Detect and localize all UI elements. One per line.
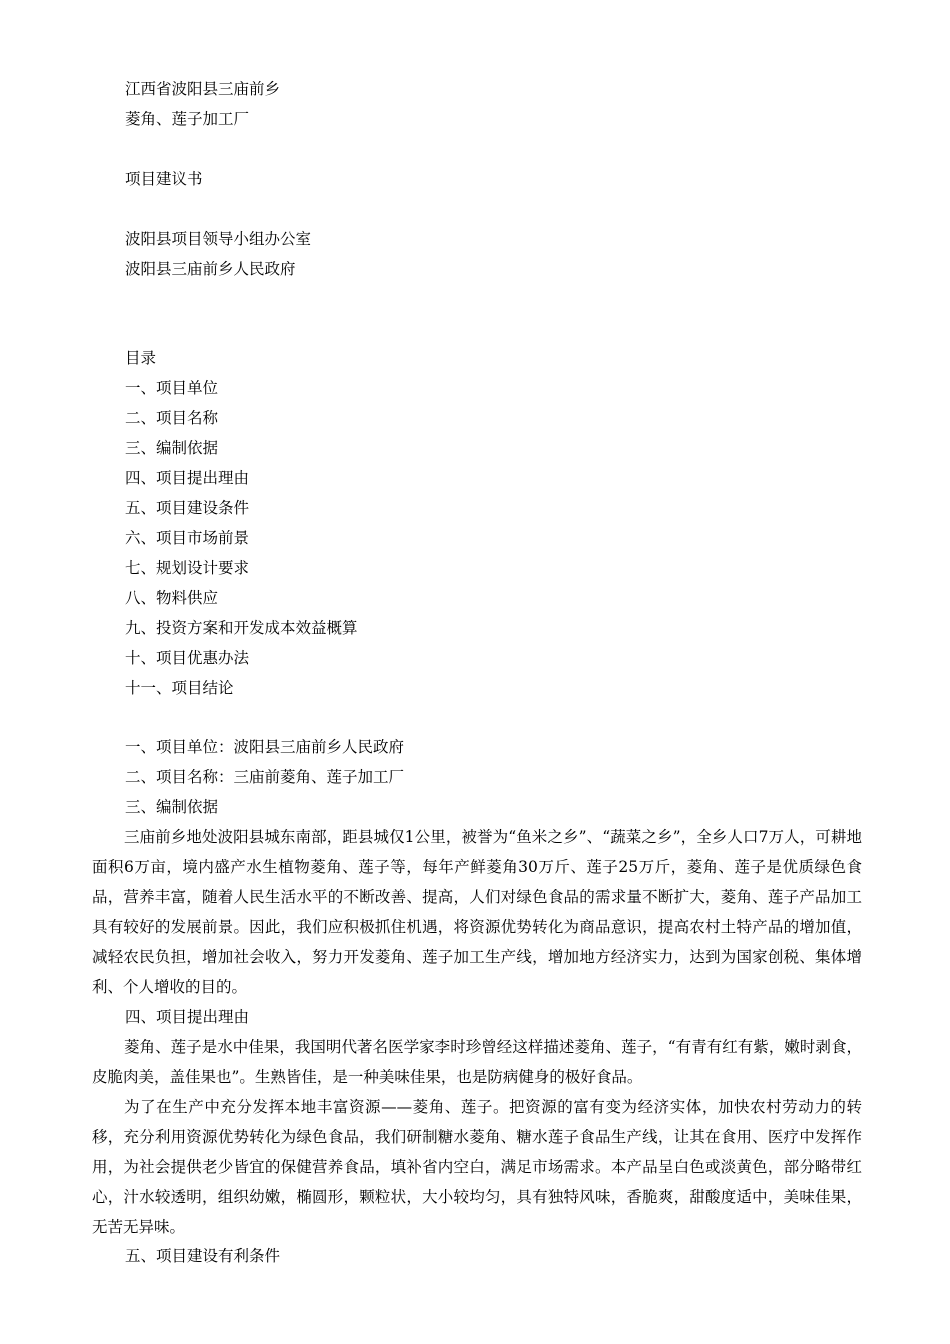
cover-org-2: 波阳县三庙前乡人民政府 — [125, 260, 296, 278]
toc-item: 四、项目提出理由 — [125, 469, 250, 487]
paragraph: 为了在生产中充分发挥本地丰富资源——菱角、莲子。把资源的富有变为经济实体，加快农村劳动力的转移，充分利用资源优势转化为绿色食品，我们研制糖水菱角、糖水莲子食品生产线，让其在食用、医疗中发挥作用，为社会提供老少皆宜的保健营养食品，填补省内空白，满足市场需求。本产品呈白色或淡黄色，部分略带红心，汁水较透明，组织幼嫩，椭圆形，颗粒状，大小较均匀，具有独特风味，香脆爽，甜酸度适中，美味佳果，无苦无异味。 — [92, 1098, 862, 1236]
toc-item: 十一、项目结论 — [125, 679, 234, 697]
toc-item: 三、编制依据 — [125, 439, 219, 457]
toc-title: 目录 — [125, 349, 157, 367]
toc-item: 五、项目建设条件 — [125, 499, 250, 517]
section-heading: 三、编制依据 — [125, 798, 219, 816]
toc-item: 六、项目市场前景 — [125, 529, 250, 547]
toc-item: 九、投资方案和开发成本效益概算 — [125, 619, 358, 637]
toc-item: 二、项目名称 — [125, 409, 219, 427]
paragraph: 菱角、莲子是水中佳果，我国明代著名医学家李时珍曾经这样描述菱角、莲子，“有青有红有紫，嫩时剥食，皮脆肉美，盖佳果也”。生熟皆佳，是一种美味佳果，也是防病健身的极好食品。 — [92, 1038, 862, 1086]
toc-item: 七、规划设计要求 — [125, 559, 250, 577]
toc-item: 八、物料供应 — [125, 589, 219, 607]
section-heading: 一、项目单位：波阳县三庙前乡人民政府 — [125, 738, 405, 756]
toc-item: 十、项目优惠办法 — [125, 649, 250, 667]
paragraph: 三庙前乡地处波阳县城东南部，距县城仅1公里，被誉为“鱼米之乡”、“蔬菜之乡”，全乡人口7万人，可耕地面积6万亩，境内盛产水生植物菱角、莲子等，每年产鲜菱角30万斤、莲子25万斤，菱角、莲子是优质绿色食品，营养丰富，随着人民生活水平的不断改善、提高，人们对绿色食品的需求量不断扩大，菱角、莲子产品加工具有较好的发展前景。因此，我们应积极抓住机遇，将资源优势转化为商品意识，提高农村土特产品的增加值，减轻农民负担，增加社会收入，努力开发菱角、莲子加工生产线，增加地方经济实力，达到为国家创税、集体增利、个人增收的目的。 — [92, 828, 862, 996]
cover-factory: 菱角、莲子加工厂 — [125, 110, 250, 128]
cover-org-1: 波阳县项目领导小组办公室 — [125, 230, 312, 248]
section-heading: 五、项目建设有利条件 — [125, 1247, 281, 1265]
cover-location: 江西省波阳县三庙前乡 — [125, 80, 281, 98]
toc-item: 一、项目单位 — [125, 379, 219, 397]
cover-doc-type: 项目建议书 — [125, 170, 203, 188]
section-heading: 二、项目名称：三庙前菱角、莲子加工厂 — [125, 768, 405, 786]
section-heading: 四、项目提出理由 — [125, 1008, 250, 1026]
